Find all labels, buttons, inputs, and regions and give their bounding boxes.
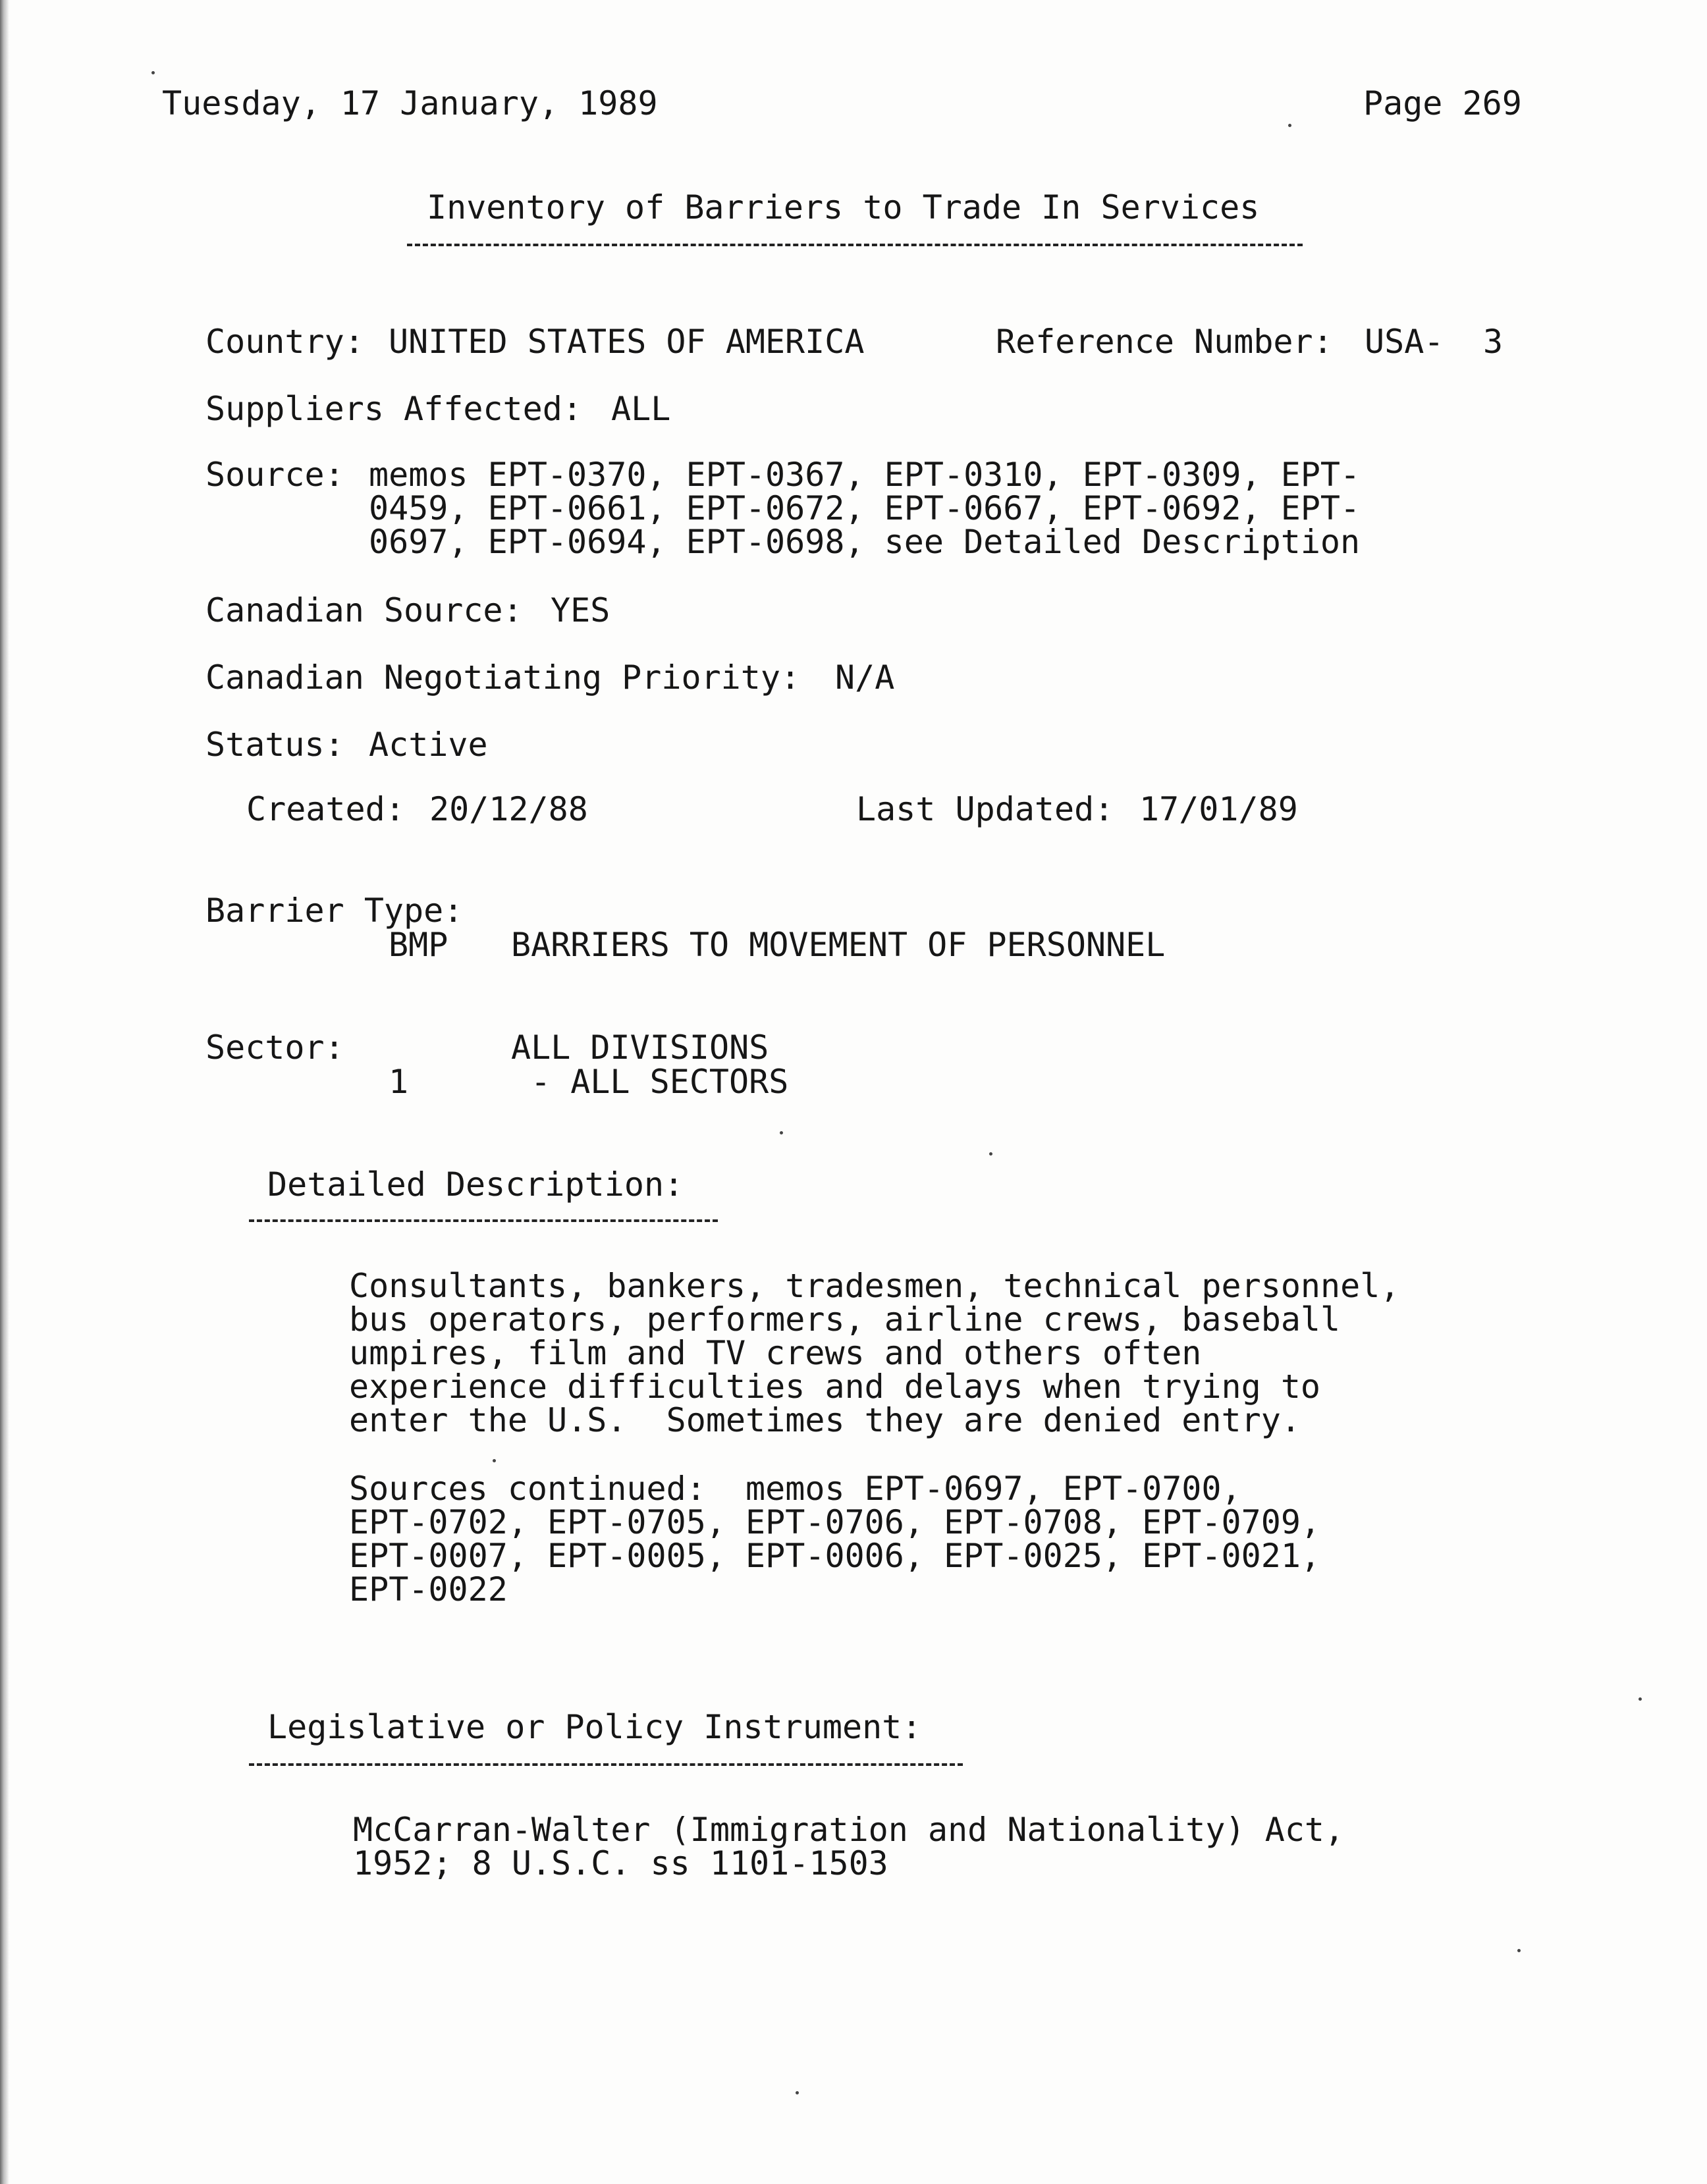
barrier-name: BARRIERS TO MOVEMENT OF PERSONNEL — [511, 926, 1166, 964]
priority-value: N/A — [835, 658, 895, 697]
title-underline — [407, 244, 1303, 246]
source-line: 0697, EPT-0694, EPT-0698, see Detailed Description — [369, 523, 1361, 561]
barrier-type-label: Barrier Type: — [205, 892, 464, 930]
scan-speck — [1517, 1949, 1521, 1952]
suppliers-value: ALL — [611, 390, 671, 428]
description-line: bus operators, performers, airline crews, baseball — [349, 1300, 1341, 1339]
canadian-source-label: Canadian Source: — [205, 591, 523, 629]
legislative-heading: Legislative or Policy Instrument: — [267, 1708, 922, 1746]
status-value: Active — [369, 726, 488, 764]
header-date: Tuesday, 17 January, 1989 — [162, 84, 658, 122]
barrier-code: BMP — [389, 926, 448, 964]
description-line: umpires, film and TV crews and others often — [349, 1334, 1202, 1372]
scan-speck — [1288, 124, 1291, 127]
detailed-description-heading: Detailed Description: — [267, 1165, 684, 1204]
suppliers-label: Suppliers Affected: — [205, 390, 582, 428]
scan-speck — [796, 2091, 799, 2094]
created-label: Created: — [246, 790, 405, 828]
sources-continued-line: EPT-0022 — [349, 1570, 508, 1609]
legislative-line: McCarran-Walter (Immigration and Nationality) Act, — [353, 1811, 1345, 1849]
scan-speck — [989, 1152, 992, 1156]
legislative-line: 1952; 8 U.S.C. ss 1101-1503 — [353, 1844, 888, 1882]
canadian-source-value: YES — [551, 591, 610, 629]
sector-label: Sector: — [205, 1028, 344, 1067]
source-label: Source: — [205, 456, 344, 494]
source-line: 0459, EPT-0661, EPT-0672, EPT-0667, EPT-0692, EPT- — [369, 489, 1361, 527]
priority-label: Canadian Negotiating Priority: — [205, 658, 801, 697]
updated-label: Last Updated: — [856, 790, 1114, 828]
description-line: enter the U.S. Sometimes they are denied entry. — [349, 1401, 1301, 1439]
header-page-number: Page 269 — [1363, 84, 1522, 122]
reference-prefix: USA- — [1365, 323, 1444, 361]
country-label: Country: — [205, 323, 364, 361]
scan-speck — [151, 71, 155, 74]
sector-name: - ALL SECTORS — [531, 1063, 789, 1101]
scan-speck — [1639, 1697, 1642, 1701]
created-value: 20/12/88 — [429, 790, 588, 828]
country-value: UNITED STATES OF AMERICA — [389, 323, 865, 361]
reference-label: Reference Number: — [996, 323, 1333, 361]
document-title: Inventory of Barriers to Trade In Services — [427, 188, 1260, 226]
updated-value: 17/01/89 — [1139, 790, 1298, 828]
description-line: experience difficulties and delays when trying to — [349, 1368, 1321, 1406]
source-line: memos EPT-0370, EPT-0367, EPT-0310, EPT-0309, EPT- — [369, 456, 1361, 494]
scan-edge-shadow — [0, 0, 9, 2184]
scan-speck — [780, 1131, 783, 1134]
description-line: Consultants, bankers, tradesmen, technical personnel, — [349, 1267, 1400, 1305]
scan-speck — [493, 1459, 496, 1462]
sources-continued-line: EPT-0007, EPT-0005, EPT-0006, EPT-0025, EPT-0021, — [349, 1537, 1321, 1575]
legislative-underline — [249, 1763, 963, 1766]
status-label: Status: — [205, 726, 344, 764]
sector-number: 1 — [389, 1063, 409, 1101]
sector-division: ALL DIVISIONS — [511, 1028, 769, 1067]
sources-continued-line: Sources continued: memos EPT-0697, EPT-0700, — [349, 1470, 1241, 1508]
detailed-description-underline — [249, 1219, 718, 1222]
sources-continued-line: EPT-0702, EPT-0705, EPT-0706, EPT-0708, EPT-0709, — [349, 1503, 1321, 1541]
reference-number: 3 — [1483, 323, 1504, 361]
